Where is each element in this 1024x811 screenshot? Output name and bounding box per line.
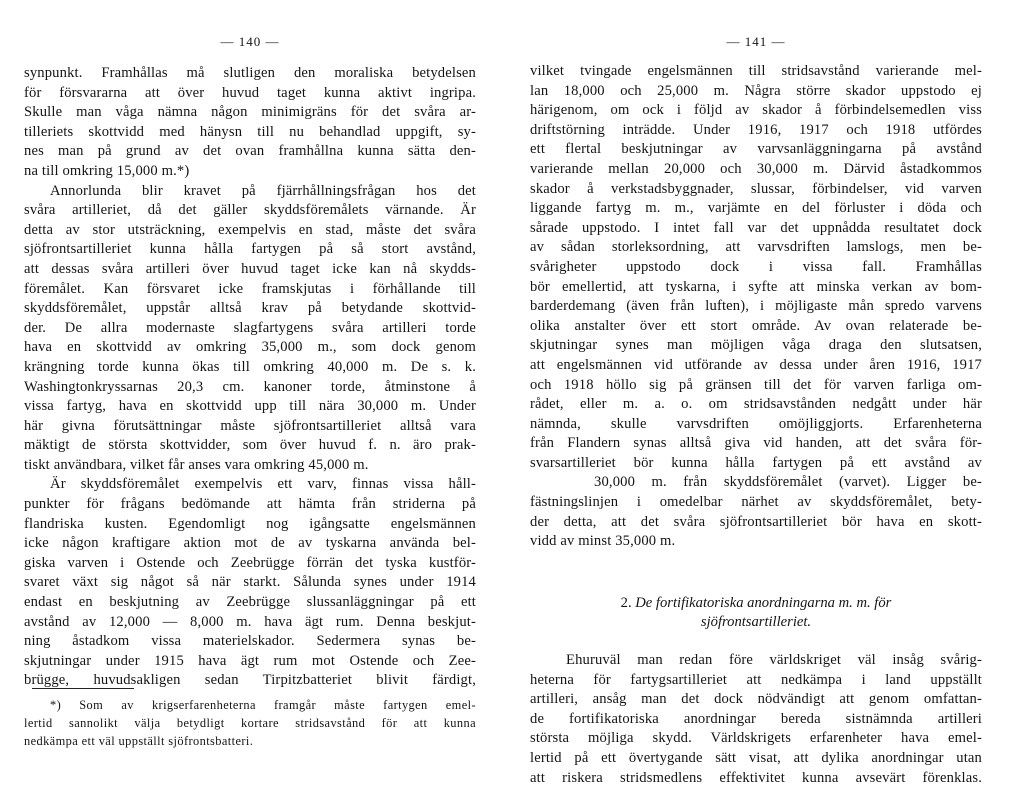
text-line: svårigheter uppstodo dock i vissa fall. Framhållas (530, 258, 982, 275)
text-line: icke någon kraftigare aktion mot de av tyskarna använda bel- (24, 535, 476, 552)
text-line: lertid på ett övertygande sätt visat, att dylika anordningar utan (530, 750, 982, 766)
text-line: endast en beskjutning av Zeebrügge slussanläggningar på ett (24, 594, 476, 611)
left-page-number: — 140 — (220, 34, 280, 49)
text-line: svarsartilleriet bör kunna hålla fartygen på ett avstånd av (530, 454, 982, 471)
text-line: Är skyddsföremålet exempelvis ett varv, finnas vissa håll- (50, 476, 476, 493)
text-line: skjutningar synes man möjligen våga draga den slutsatsen, (530, 337, 982, 354)
text-line: nämnda, skulle varvsdriften omöjliggjorts. Erfarenheterna (530, 415, 982, 432)
text-line: na till omkring 15,000 m.*) (24, 162, 190, 179)
text-line: olika anstalter över ett stort område. Av ovan relaterade be- (530, 317, 982, 334)
text-line: detta av stor utsträckning, exempelvis en stad, måste det svåra (24, 221, 476, 238)
footnote (24, 696, 476, 750)
footnote-line: lertid sannolikt välja betydligt kortare stridsavstånd för att kunna (24, 716, 476, 730)
footnote-divider (32, 688, 134, 689)
text-line: svåra artilleriet, då det gäller skyddsföremålets värnande. Är (24, 202, 476, 219)
section-title-line-1: De fortifikatoriska anordningarna m. m. för (635, 594, 892, 611)
text-line: föremålet. Kan försvaret icke framskjutas i förhållande till (24, 280, 476, 297)
text-line: Ehuruväl man redan före världskriget väl insåg svårig- (566, 652, 982, 669)
text-line: artilleri, ansåg man det dock nödvändigt att genom omfattan- (530, 691, 982, 708)
text-line: avstånd av 12,000 — 8,000 m. hava ägt rum. Denna beskjut- (24, 613, 476, 630)
text-line: tiskt användbara, vilket får anses vara omkring 45,000 m. (24, 456, 369, 473)
text-line: fästningslinjen i omedelbar närhet av skyddsföremålet, bety- (530, 494, 982, 511)
text-line: flandriska kusten. Egendomligt nog igångsatte engelsmännen (24, 515, 476, 532)
text-line: brügge, huvudsakligen sedan Tirpitzbatteriet blivit färdigt, (24, 672, 476, 689)
text-line: tilleriets skottvidd med hänysn till nu behandlad uppgift, sy- (24, 123, 476, 140)
text-line: vissa fartyg, hava en skottvidd upp till nära 30,000 m. Under (24, 398, 476, 415)
text-line: heterna för fartygsartilleriet att nedkämpa i land uppställt (530, 671, 982, 688)
footnote-line: nedkämpa ett väl uppställt sjöfrontsbatteri. (24, 734, 254, 748)
text-line: från Flandern synas alltså giva vid handen, att det svåra för- (530, 435, 982, 452)
text-line: bör emellertid, att tyskarna, i syfte att minska verkan av bom- (530, 278, 982, 295)
text-line: härigenom, om ock i följd av skador å förbindelsemedlen viss (530, 102, 982, 119)
text-line: vilket tvingade engelsmännen till stridsavstånd varierande mel- (530, 63, 982, 79)
text-line: för försvararna att över huvud taget kunna aktivt ingripa. (24, 84, 476, 101)
text-line: att engelsmännen vid utförande av dessa under åren 1916, 1917 (530, 356, 982, 373)
text-line: krängning torde kunna ökas till omkring 40,000 m. De s. k. (24, 358, 476, 375)
text-line: rådet, eller m. a. o. om stridsavstånden nedgått under här (530, 396, 982, 413)
text-line: vidd av minst 35,000 m. (530, 533, 676, 550)
footnote-line: *) Som av krigserfarenheterna framgår måste fartygen emel- (50, 698, 476, 712)
text-line: här givna förutsättningar måste sjöfrontsartilleriet alltså vara (24, 417, 476, 434)
text-line: hava en skottvidd av omkring 35,000 m., som dock genom (24, 339, 476, 356)
text-line: att riskera stridsmedlens effektivitet kunna avsevärt förenklas. (530, 769, 982, 786)
text-line: av sådan storleksordning, att varvsdriften lamslogs, men be- (530, 239, 982, 256)
text-line: lan 18,000 och 25,000 m. Några större skador uppstodo ej (530, 82, 982, 99)
text-line: största möjliga skydd. Världskrigets erfarenheter hava emel- (530, 730, 982, 747)
text-line: barderdemang (även från luften), i möjligaste mån spredo varvens (530, 298, 982, 315)
text-line: liggande fartyg m. m., varjämte en del förluster i döda och (530, 200, 982, 217)
section-title-line-2: sjöfrontsartilleriet. (700, 614, 812, 631)
text-line: 30,000 m. från skyddsföremålet (varvet). Ligger be- (594, 474, 982, 491)
section-heading (530, 594, 982, 614)
left-page-body (24, 64, 476, 691)
section-gap (530, 633, 982, 651)
right-page-number: — 141 — (726, 34, 786, 49)
text-line: punkter för frågans bedömande att hämta från striderna på (24, 496, 476, 513)
text-line: sårade uppstodo. I intet fall var det uppnådda resultatet dock (530, 219, 982, 236)
text-line: nes man på grund av det ovan framhållna kunna sätta den- (24, 143, 476, 160)
text-line: Skulle man våga nämna någon minimigräns för det svåra ar- (24, 104, 476, 121)
text-line: skjutningar under 1915 hava ägt rum mot Ostende och Zee- (24, 652, 476, 669)
text-line: de fortifikatoriska anordningar bereda sistnämnda artilleri (530, 710, 982, 727)
text-line: driftstörning inträdde. Under 1916, 1917 och 1918 utfördes (530, 121, 982, 138)
text-line: mäktigt de största skottvidder, som över huvud f. n. äro prak- (24, 437, 476, 454)
text-line: ning åstadkom vissa materielskador. Sedermera synas be- (24, 633, 476, 650)
text-line: och 1918 höllo sig på gränsen till det för varven farliga om- (530, 376, 982, 393)
text-line: varierande mellan 20,000 och 30,000 m. Därvid åstadkommos (530, 160, 982, 177)
right-page-body (530, 62, 982, 788)
text-line: skador å verkstadsbyggnader, slussar, förbindelser, vid varven (530, 180, 982, 197)
text-line: giska varven i Ostende och Zeebrügge förrän det tyska kustför- (24, 554, 476, 571)
text-line: svaret växt sig något så när starkt. Sålunda synes under 1914 (24, 574, 476, 591)
text-line: Washingtonkryssarnas 20,3 cm. kanoner torde, åtminstone å (24, 378, 476, 395)
text-line: sjöfrontsartilleriet kunna hålla fartygen på så stort avstånd, (24, 241, 476, 258)
text-line: ett flertal beskjutningar av varvsanläggningarna på avstånd (530, 141, 982, 158)
text-line: der. De allra modernaste slagfartygens svåra artilleri torde (24, 319, 476, 336)
text-line: der detta, att det svåra sjöfrontsartilleriet bör hava en skott- (530, 513, 982, 530)
section-gap (530, 552, 982, 594)
text-line: synpunkt. Framhållas må slutligen den moraliska betydelsen (24, 65, 476, 81)
text-line: skyddsföremålet, uppstår alltså krav på betydande skottvid- (24, 300, 476, 317)
section-number: 2. (620, 594, 632, 611)
text-line: att dessas svåra artilleri över huvud taget icke kan nå skydds- (24, 260, 476, 277)
text-line: Annorlunda blir kravet på fjärrhållningsfrågan hos det (50, 182, 476, 199)
